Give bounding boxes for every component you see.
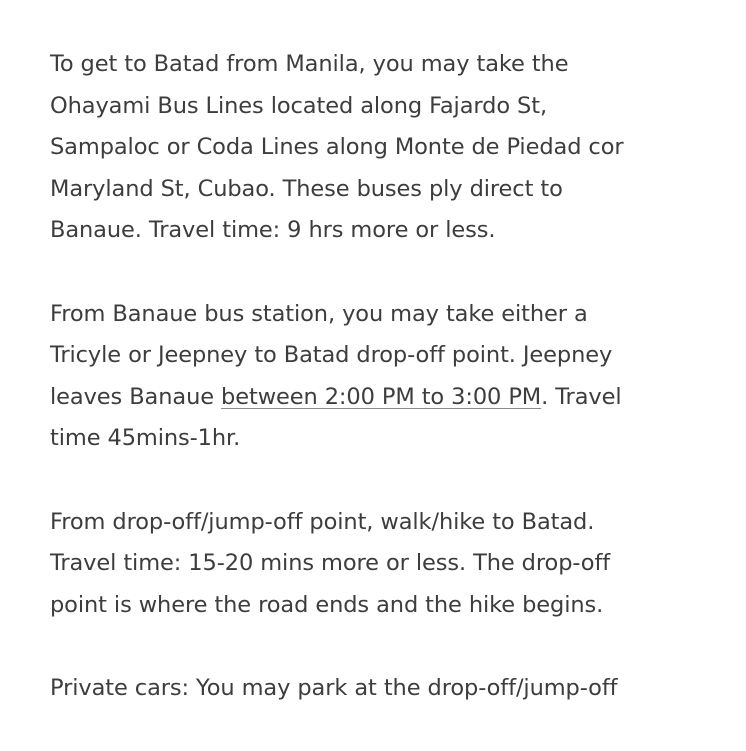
text-line: Ohayami Bus Lines located along Fajardo St, [50, 92, 548, 119]
paragraph-private-cars [50, 668, 710, 710]
text-line: Private cars: You may park at the drop-off/jump-off [50, 674, 618, 701]
text-fragment: . Travel [541, 383, 622, 410]
text-line: time 45mins-1hr. [50, 425, 241, 452]
text-line: Banaue. Travel time: 9 hrs more or less. [50, 217, 496, 244]
document-body [50, 44, 710, 751]
text-line-with-link [50, 377, 710, 419]
text-fragment: leaves Banaue [50, 383, 222, 410]
text-line: From drop-off/jump-off point, walk/hike to Batad. [50, 508, 595, 535]
schedule-time-link[interactable]: between 2:00 PM to 3:00 PM [221, 383, 542, 410]
text-line: Travel time: 15-20 mins more or less. The drop-off [50, 550, 611, 577]
text-line: From Banaue bus station, you may take either a [50, 300, 588, 327]
paragraph-hike-to-batad [50, 502, 710, 627]
paragraph-getting-to-batad [50, 44, 710, 252]
text-line: point is where the road ends and the hike begins. [50, 591, 604, 618]
text-line: To get to Batad from Manila, you may take the [50, 51, 569, 77]
text-line: Tricyle or Jeepney to Batad drop-off point. Jeepney [50, 342, 613, 369]
text-line: Maryland St, Cubao. These buses ply direct to [50, 175, 563, 202]
text-line: Sampaloc or Coda Lines along Monte de Piedad cor [50, 134, 624, 161]
paragraph-banaue-to-dropoff [50, 294, 710, 460]
